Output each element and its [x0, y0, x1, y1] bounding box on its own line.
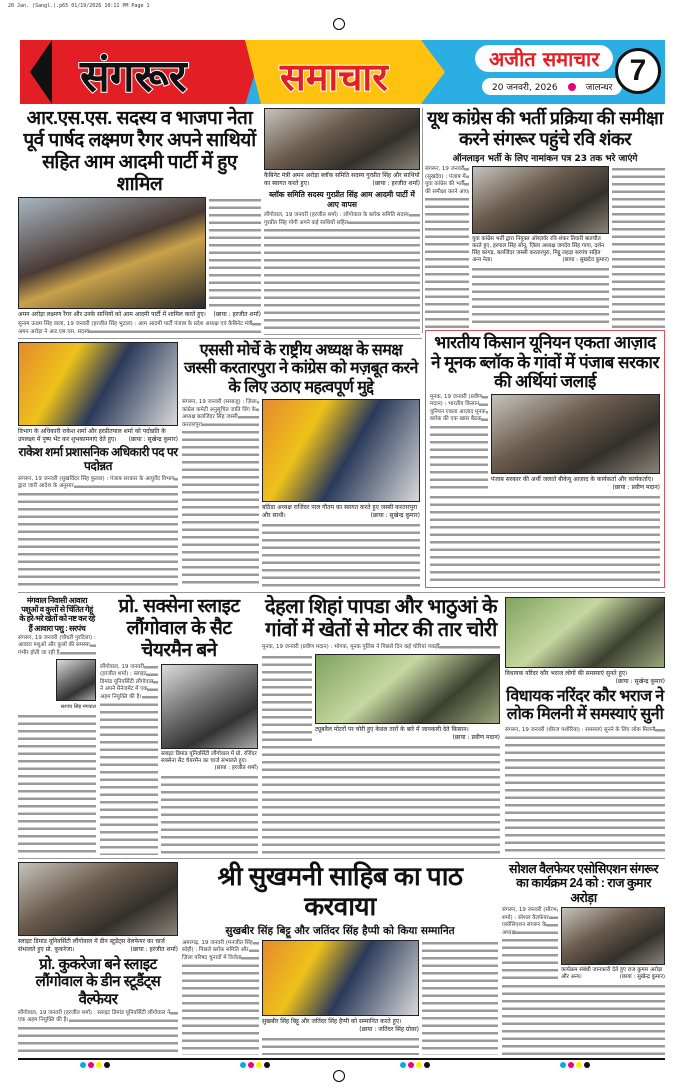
story-social-welfare	[502, 862, 665, 1055]
article-dateline: संगरूर, 19 जनवरी (चौधरी गुरदित्ता) : आवारा पशुओं और कुत्तों की समस्या गंभीर होती जा रही है	[18, 634, 96, 656]
photo-kukreja	[18, 862, 178, 936]
article-body	[18, 1010, 178, 1055]
article-dateline: संगरूर, 19 जनवरी (धीरज पशौरिया) : समस्याएं सुनने के लिए लोक मिलनी	[505, 726, 656, 733]
article-body	[18, 321, 261, 336]
caption-dehla	[315, 726, 500, 742]
article-body	[264, 212, 420, 335]
story-row	[425, 166, 665, 328]
article-dateline: लौंगोवाल, 19 जनवरी (हरजीत शर्मा) : लोंगोवाल के ब्लॉक समिति सदस्य गुरप्रीत सिंह गोगी अपने कई साथियों सहित	[264, 212, 409, 226]
article-body	[425, 166, 469, 328]
caption-aap-join	[18, 311, 261, 319]
photo-bharaj	[505, 597, 665, 668]
caption-kisan	[491, 476, 660, 492]
story-youth-congress	[425, 108, 665, 328]
caption-social-welfare	[561, 967, 665, 981]
caption-text: सुखबीर सिंह बिट्टू और जतिंदर सिंह हैप्पी को सम्मानित करते हुए।	[262, 1017, 402, 1025]
article-body	[502, 907, 558, 981]
photo-dehla	[315, 654, 500, 724]
article-dateline: लौंगोवाल, 19 जनवरी (हरजीत शर्मा) : स्लाइट डिमांड यूनिवर्सिटी लौंगोवाल ने एक अहम नियुक्ति की है।	[18, 1009, 171, 1024]
boxed-story-kisan	[425, 330, 665, 588]
story-column	[315, 654, 500, 742]
story-column	[491, 394, 660, 492]
photo-block-samiti	[264, 108, 420, 170]
article-body	[430, 494, 660, 585]
article-body	[262, 522, 420, 588]
article-dateline: मूनक, 19 जनवरी (प्रवीण मदान) : भारतीय किसान यूनियन एकता आज़ाद मूनक ब्लॉक की एक खास बैठक	[430, 393, 486, 423]
story-bharaj	[505, 597, 665, 855]
article-dateline: संगरूर, 19 जनवरी (सुखदेव) : पंजाब में युवा कांग्रेस की भर्ती की समीक्षा करने आए	[425, 166, 468, 195]
caption-youth-congress	[472, 236, 609, 264]
subhead-sukhmani: सुखबीर सिंह बिट्टू और जतिंदर सिंह हैप्पी को किया सम्मानित	[225, 924, 455, 937]
section-divider	[18, 338, 422, 339]
headline-mangwal: मंगवाल निवासी आवारा पशुओं व कुत्तों से चिंतित गेहूं के हरे-भरे खेतों को नष्ट कर रहे हैं आवारा पशु : सरपंच	[19, 596, 95, 633]
story-mangwal	[18, 596, 96, 855]
caption-text: अमन अरोड़ा लक्ष्मण रैगर और उनके साथियों को आम आदमी पार्टी में शामिल करते हुए।	[18, 311, 206, 318]
photo-saxena	[161, 664, 258, 749]
section-divider	[18, 858, 665, 859]
article-dateline: मूनक, 19 जनवरी (प्रवीण मदान) : भोगक, मूनक पुलिस ने पिछले दिन कई चोरियां पकड़ीं	[262, 644, 440, 650]
story-aap-join	[18, 108, 261, 336]
headline-rakesh: राकेश शर्मा प्रशासनिक अधिकारी पद पर पदोन्नत	[18, 445, 178, 473]
article-body	[18, 635, 96, 658]
article-body	[18, 476, 178, 588]
photo-credit: (छाया : सुखेन्द्र कुमार)	[619, 974, 665, 981]
article-body	[430, 394, 488, 492]
article-dateline: संगरूर, 19 जनवरी (सुखविंदर सिंह फुलल) : पंजाब सरकार के आयुर्वेद विभाग द्वारा जारी आदेश के अनुसार	[18, 475, 175, 490]
photo-credit: (छाया : सुखेन्द्र कुमार)	[370, 512, 420, 520]
story-row	[502, 907, 665, 981]
headline-saxena: प्रो. सक्सेना स्लाइट लौंगोवाल के सैट चेयरमैन बने	[118, 596, 240, 661]
column-rule	[422, 108, 423, 333]
story-column	[561, 907, 665, 981]
bullet-icon	[568, 83, 576, 91]
page-number: 7	[615, 48, 661, 94]
photo-credit: (छाया : हरजीत शर्मा)	[372, 180, 420, 187]
caption-text: कार्यक्रम संबंधी जानकारी देते हुए राज कुमार अरोड़ा और अन्य।	[561, 967, 663, 981]
issue-date: 20 जनवरी, 2026	[492, 83, 558, 93]
headline-kisan: भारतीय किसान यूनियन एकता आज़ाद ने मूनक ब्लॉक के गांवों में पंजाब सरकार की अर्थियां जलाई	[431, 333, 659, 392]
photo-sukhmani	[262, 940, 419, 1016]
article-dateline: सुनाम ऊधम सिंह वाला, 19 जनवरी (हरजीत सिंह भुटाल) : आम आदमी पार्टी पंजाब के प्रदेश अध्यक्ष एवं कैबिनेट मंत्री अमन अरोड़ा ने आर.एस.एस. सदस्य	[18, 321, 253, 335]
story-rakesh	[18, 342, 178, 588]
photo-youth-congress	[472, 166, 609, 234]
caption-text: विभाग के अधिकारी राकेश शर्मा और हरप्रीतपाल शर्मा को पदोन्नति के उपलक्ष्य में पुष्प भेंट कर शुभकामनाएं देते हुए।	[18, 428, 166, 443]
section-divider	[18, 592, 665, 593]
photo-credit: (छाया : हरजीत शर्मा)	[213, 311, 261, 318]
photo-credit: (छाया : हरजीत शर्मा)	[214, 764, 258, 771]
headline-jassi: एससी मोर्चे के राष्ट्रीय अध्यक्ष के समक्ष जस्सी करतारपुरा ने कांग्रेस को मज़बूत करने के लिए उठाए महत्वपूर्ण मुद्दे	[184, 342, 418, 396]
story-kukreja	[18, 862, 178, 1055]
color-registration-icon	[80, 1062, 110, 1068]
story-sukhmani	[182, 862, 498, 1055]
story-row	[430, 394, 660, 492]
photo-credit: (छाया : प्रवीण मदान)	[452, 733, 500, 741]
masthead	[20, 40, 665, 104]
caption-text: बठिंडा अध्यक्ष राजिंदर पाल गौतम का स्वागत करते हुए जस्सी करतारपुरा और साथी।	[262, 504, 418, 520]
story-row	[18, 197, 261, 309]
article-body	[612, 166, 665, 328]
headline-social-welfare: सोशल वैलफेयर एसोसिएशन संगरूर का कार्यक्रम 24 को : राज कुमार अरोड़ा	[509, 862, 658, 905]
caption-jassi	[262, 504, 420, 520]
headline-dehla: देहला शिहां पापडा और भाठुआं के गांवों में खेतों से मोटर की तार चोरी	[265, 596, 497, 641]
article-body	[209, 197, 261, 309]
caption-text: ट्यूबवैल मोटरों पर चोरी हुए केवल तारों के बारे में जानकारी देते किसान।	[315, 725, 469, 733]
headline-youth-congress: यूथ कांग्रेस की भर्ती प्रक्रिया की समीक्षा करने संगरूर पहुंचे रवि शंकर	[427, 108, 663, 149]
article-body	[182, 940, 259, 1055]
story-row	[100, 664, 258, 855]
article-body	[472, 266, 609, 328]
photo-credit: (छाया : जतिंदर सिंह ग्रोवर)	[359, 1025, 419, 1033]
caption-block-samiti	[264, 172, 420, 188]
caption-kukreja	[18, 938, 178, 954]
photo-kisan	[491, 394, 660, 474]
caption-sukhmani	[262, 1018, 419, 1034]
caption-bharaj	[505, 670, 665, 686]
article-body	[262, 1036, 419, 1055]
photo-credit: (छाया : सुखेन्द्र कुमार)	[615, 678, 665, 685]
story-column	[262, 399, 420, 588]
section-title: संगरूर	[80, 51, 187, 102]
caption-text: विधायक नरिंदर कौर भराज लोगों की समस्याएं सुनते हुए।	[505, 670, 628, 677]
story-row	[182, 940, 498, 1055]
photo-rakesh	[18, 342, 178, 426]
caption-text: पंजाब सरकार की अर्थी जलाते बीकेयू आज़ाद के कार्यकर्ता और कार्यकर्ताएं।	[491, 475, 654, 483]
article-dateline: लौंगोवाल, 19 जनवरी (हरजीत शर्मा) : स्लाइट डिमांड यूनिवर्सिटी लौंगोवाल ने अपने मैनेजमेंट में एक अहम नियुक्ति की है।	[100, 663, 154, 700]
article-body	[262, 654, 312, 742]
story-jassi	[182, 342, 420, 588]
article-dateline: संगरूर, 19 जनवरी (सौरभ शर्मा) : सोशल वैलफेयर एसोसिएशन संगरूर के अध्यक्ष	[502, 907, 557, 936]
caption-text: कैबिनेट मंत्री अमन अरोड़ा ब्लॉक समिति सदस्य गुरप्रीत सिंह और साथियों का स्वागत करते हुए।	[264, 172, 420, 187]
photo-label: सरपंच सिंह मंगवाल	[60, 704, 96, 711]
story-column	[161, 664, 258, 855]
print-slug: 20 Jan. (Sangl.).p65 01/19/2026 10:11 PM Page 1	[8, 3, 150, 9]
photo-jassi	[262, 399, 420, 502]
edition-city: जालन्धर	[585, 83, 613, 93]
color-registration-icon	[240, 1062, 270, 1068]
subhead-block-samiti: ब्लॉक समिति सदस्य गुरप्रीत सिंह आम आदमी पार्टी में आए वापस	[269, 190, 415, 209]
article-body	[100, 664, 158, 855]
story-row	[182, 399, 420, 588]
article-body	[18, 713, 96, 855]
subhead-youth-congress: ऑनलाइन भर्ती के लिए नामांकन पत्र 23 तक भरे जाएंगे	[452, 154, 638, 165]
color-registration-icon	[400, 1062, 430, 1068]
photo-aap-join	[18, 197, 206, 309]
caption-rakesh	[18, 428, 178, 444]
page-bottom-rule	[18, 1058, 665, 1060]
edition-info	[482, 78, 622, 95]
story-column	[262, 940, 419, 1055]
headline-aap-join: आर.एस.एस. सदस्य व भाजपा नेता पूर्व पार्षद लक्ष्मण रैगर अपने साथियों सहित आम आदमी पार्टी में हुए शामिल	[23, 108, 256, 195]
article-body	[505, 727, 665, 855]
article-body	[182, 399, 259, 588]
photo-sarpanch	[56, 659, 96, 701]
photo-credit: (छाया : प्रवीण मदान)	[612, 483, 660, 491]
article-body	[502, 983, 665, 1055]
headline-kukreja: प्रो. कुकरेजा बने स्लाइट लौंगोवाल के डीन स्टूडैंट्स वैल्फेयर	[35, 956, 161, 1008]
color-registration-icon	[560, 1062, 590, 1068]
newspaper-name: अजीत समाचार	[475, 45, 613, 72]
photo-credit: (छाया : सुखदेव कुमार)	[562, 257, 609, 264]
story-saxena	[100, 596, 258, 855]
headline-bharaj: विधायक नरिंदर कौर भराज ने लोक मिलनी में समस्याएं सुनी	[506, 688, 664, 724]
section-title-2: समाचार	[280, 54, 388, 99]
caption-saxena	[161, 751, 258, 772]
caption-text: स्लाइट डिमांड यूनिवर्सिटी लौंगोवाल में डीन स्टूडेंट्स वेलफेयर का चार्ज संभालते हुए प्रो. कुकरेजा।	[18, 938, 165, 953]
photo-credit: (छाया : हरजीत शर्मा)	[130, 946, 178, 953]
crop-mark-icon	[333, 1070, 345, 1082]
story-row	[262, 654, 500, 742]
story-dehla	[262, 596, 500, 855]
crop-mark-icon	[333, 18, 345, 30]
caption-text: युवा कांग्रेस भर्ती द्वारा नियुक्त ऑब्ज़र्वर रवि शंकर तिवारी बातचीत करते हुए, हरपाल सिंह सोनू, ज़िला अध्यक्ष जगदेव सिंह गागा, दर्शन सिंह कांगड़, बलजिंदर जस्सी करतारपुरा, मिट्ठू लहड़ा सरपंच सहित अन्य नेता।	[472, 236, 605, 264]
photo-social-welfare	[561, 907, 665, 965]
article-body	[262, 644, 500, 652]
article-body	[422, 940, 498, 1055]
headline-sukhmani: श्री सुखमनी साहिब का पाठ करवाया	[217, 861, 463, 921]
article-dateline: अमरगढ़, 19 जनवरी (मनजीत सिंह सोही) : पिछले ब्लॉक समिति और ज़िला परिषद चुनावों में विजेता	[182, 939, 253, 961]
story-column	[472, 166, 609, 328]
article-body	[161, 774, 258, 855]
photo-credit: (छाया : सुखेन्द्र कुमार)	[128, 436, 178, 443]
story-block-samiti	[264, 108, 420, 335]
caption-text: स्लाइट डिमांड यूनिवर्सिटी लौंगोवाल में प्रो. रजिंदर सक्सेना सैट चेयरमैन का चार्ज संभालते हुए।	[161, 750, 257, 764]
article-dateline: संगरूर, 19 जनवरी (सरबजु) : ज़िला कांग्रेस कमेटी अनुसूचित जाति विंग के अध्यक्ष बलजिंदर सिंह जस्सी करतारपुरा	[182, 399, 257, 428]
article-body	[262, 744, 500, 856]
